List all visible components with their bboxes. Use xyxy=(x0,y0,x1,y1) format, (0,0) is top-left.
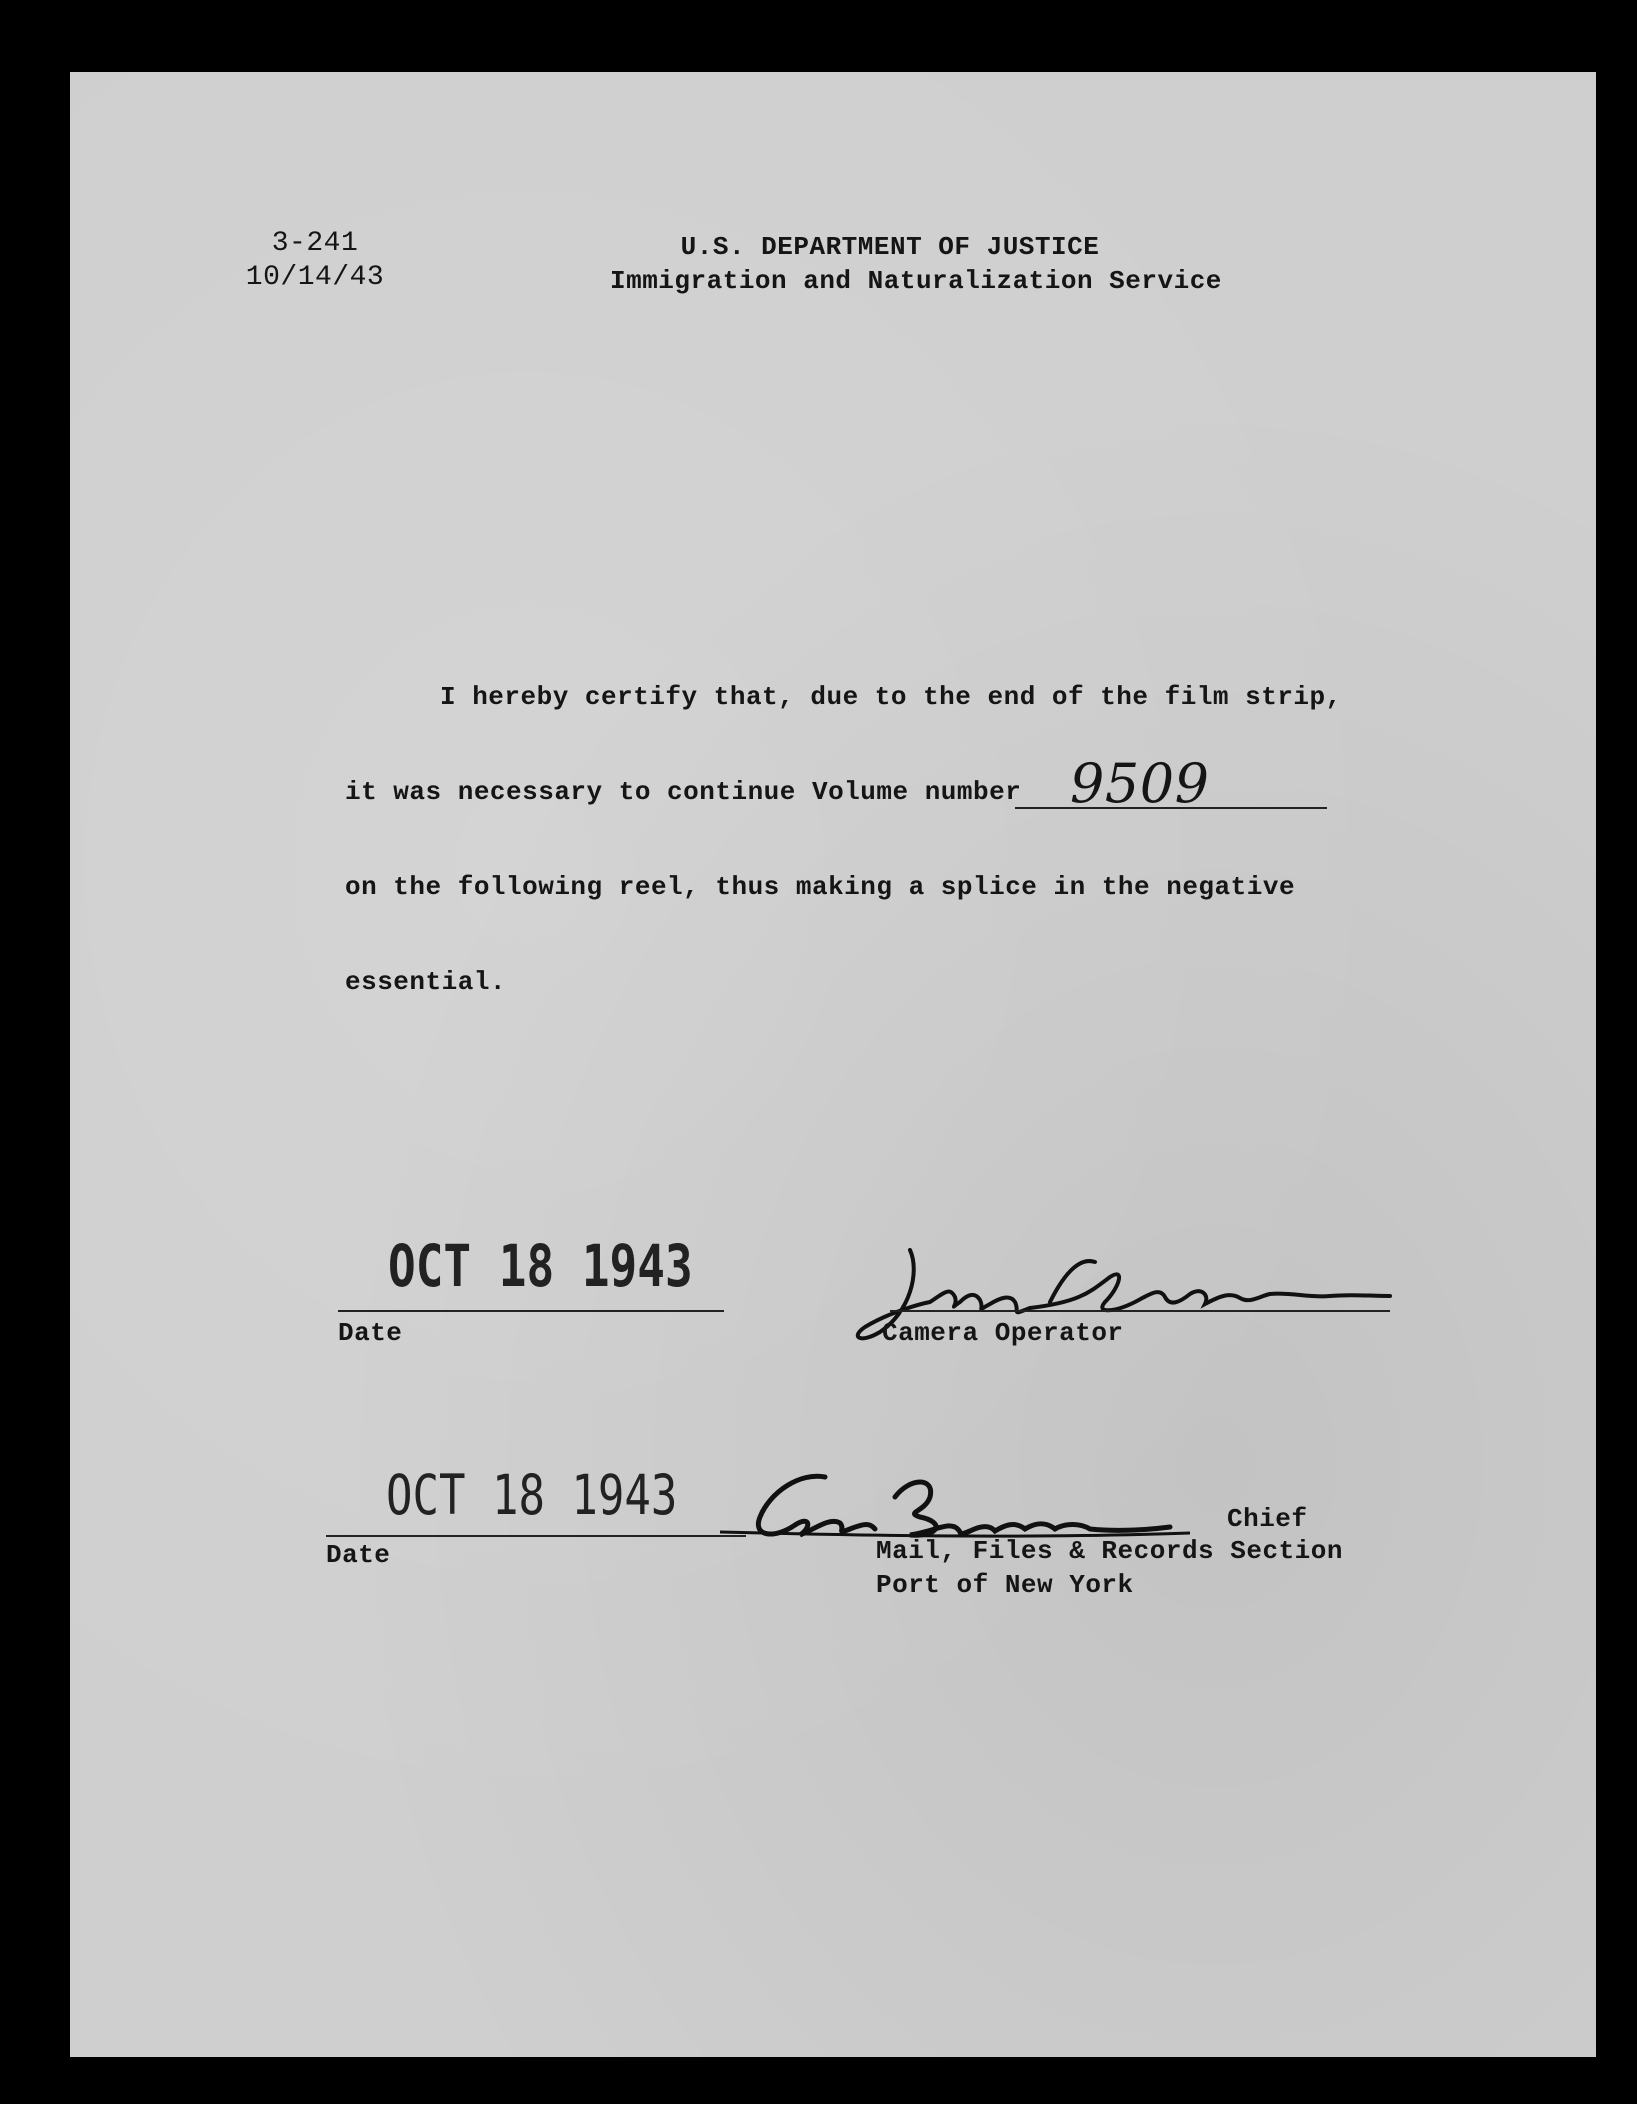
date-stamp-camera: OCT 18 1943 xyxy=(388,1232,693,1300)
form-revision-date: 10/14/43 xyxy=(245,262,385,293)
document-page xyxy=(70,72,1596,2057)
chief-section: Mail, Files & Records Section xyxy=(876,1536,1343,1566)
form-code: 3-241 xyxy=(271,228,359,259)
service-name: Immigration and Naturalization Service xyxy=(610,266,1222,296)
body-line-3: on the following reel, thus making a splice in the negative xyxy=(345,872,1296,902)
volume-number-handwritten: 9509 xyxy=(1070,752,1210,815)
chief-date-line xyxy=(326,1535,746,1537)
chief-date-label: Date xyxy=(326,1540,391,1570)
camera-date-label: Date xyxy=(338,1318,403,1348)
body-line-4: essential. xyxy=(345,967,507,997)
camera-operator-line xyxy=(890,1310,1390,1312)
date-stamp-chief: OCT 18 1943 xyxy=(386,1464,678,1528)
document-header xyxy=(610,230,1222,298)
body-line-2: it was necessary to continue Volume number xyxy=(345,777,1022,807)
camera-date-line xyxy=(338,1310,724,1312)
chief-title: Chief xyxy=(1227,1504,1308,1534)
form-code-block xyxy=(220,227,410,295)
camera-operator-label: Camera Operator xyxy=(882,1318,1124,1348)
chief-port: Port of New York xyxy=(876,1570,1134,1600)
body-line-1: I hereby certify that, due to the end of the film strip, xyxy=(440,682,1342,712)
department-name: U.S. DEPARTMENT OF JUSTICE xyxy=(680,232,1100,262)
